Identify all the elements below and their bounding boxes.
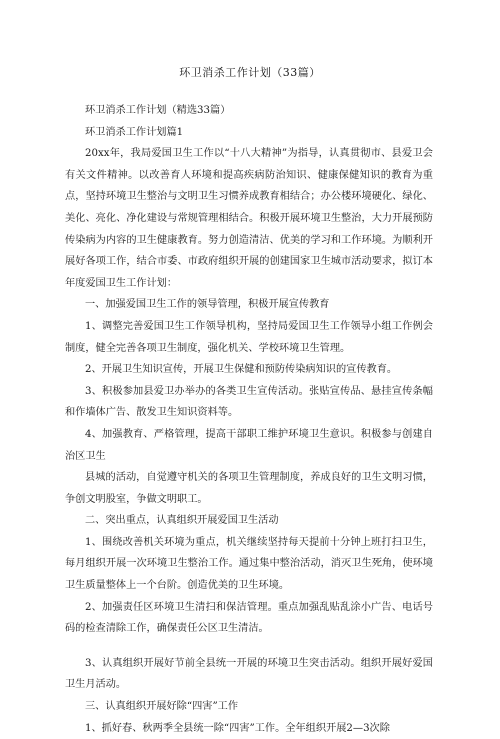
heading-2: 二、突出重点，认真组织开展爱国卫生活动 [85,515,279,527]
heading-3: 三、认真组织开展好除“四害”工作 [85,701,239,713]
intro-paragraph: 20xx年，我局爱国卫生工作以“十八大精神”为指导，认真贯彻市、县爱卫会有关文件精神。以改善育人环境和提高疾病防治知识、健康保健知识的教育为重点，坚持环境卫生整治与文明卫生习惯养成教育相结合；办公楼环境硬化、绿化、美化、亮化、净化建设与常规管理相结合。积极开展环境卫生整治，大力开展预防传染病为内容的卫生健康教育。努力创造清洁、优美的学习和工作环境。为顺利开展好各项工作，结合市委、市政府组织开展的创建国家卫生城市活动要求，拟订本年度爱国卫生工作计划： [65,148,433,289]
paragraph-2-2: 2、加强责任区环境卫生清扫和保洁管理。重点加强乱贴乱涂小广告、电话号码的检查清除工作，确保责任公区卫生清洁。 [65,601,433,635]
paragraph-1-1: 1、调整完善爱国卫生工作领导机构，坚持局爱国卫生工作领导小组工作例会制度，健全完善各项卫生制度，强化机关、学校环境卫生管理。 [65,320,433,354]
heading-1: 一、加强爱国卫生工作的领导管理，积极开展宣传教育 [85,299,330,311]
paragraph-1-4: 4、加强教育、严格管理，提高干部职工维护环境卫生意识。积极参与创建自治区卫生 [65,428,433,462]
paragraph-3-1: 1、抓好春、秋两季全县统一除“四害”工作。全年组织开展2—3次除 [85,722,390,734]
paragraph-2-1: 1、围绕改善机关环境为重点，机关继续坚持每天提前十分钟上班打扫卫生，每月组织开展一次环境卫生整治工作。通过集中整治活动，消灭卫生死角，使环境卫生质量整体上一个台阶。创造优美的卫生环境。 [65,536,433,592]
paragraph-2-3: 3、认真组织开展好节前全县统一开展的环境卫生突击活动。组织开展好爱国卫生月活动。 [65,657,433,691]
document-title: 环卫消杀工作计划（33篇） [179,66,321,79]
paragraph-1-3: 3、积极参加县爱卫办举办的各类卫生宣传活动。张贴宣传品、悬挂宣传条幅和作墙体广告、散发卫生知识资料等。 [65,385,433,419]
subtitle: 环卫消杀工作计划（精选33篇） [85,105,231,116]
document-body [65,100,433,739]
paragraph-1-4-cont: 县城的活动，自觉遵守机关的各项卫生管理制度，养成良好的卫生文明习惯，争创文明股室，争做文明职工。 [65,472,433,505]
paragraph-1-2: 2、开展卫生知识宣传，开展卫生保健和预防传染病知识的宣传教育。 [85,364,398,376]
section-heading: 环卫消杀工作计划篇1 [85,126,184,138]
